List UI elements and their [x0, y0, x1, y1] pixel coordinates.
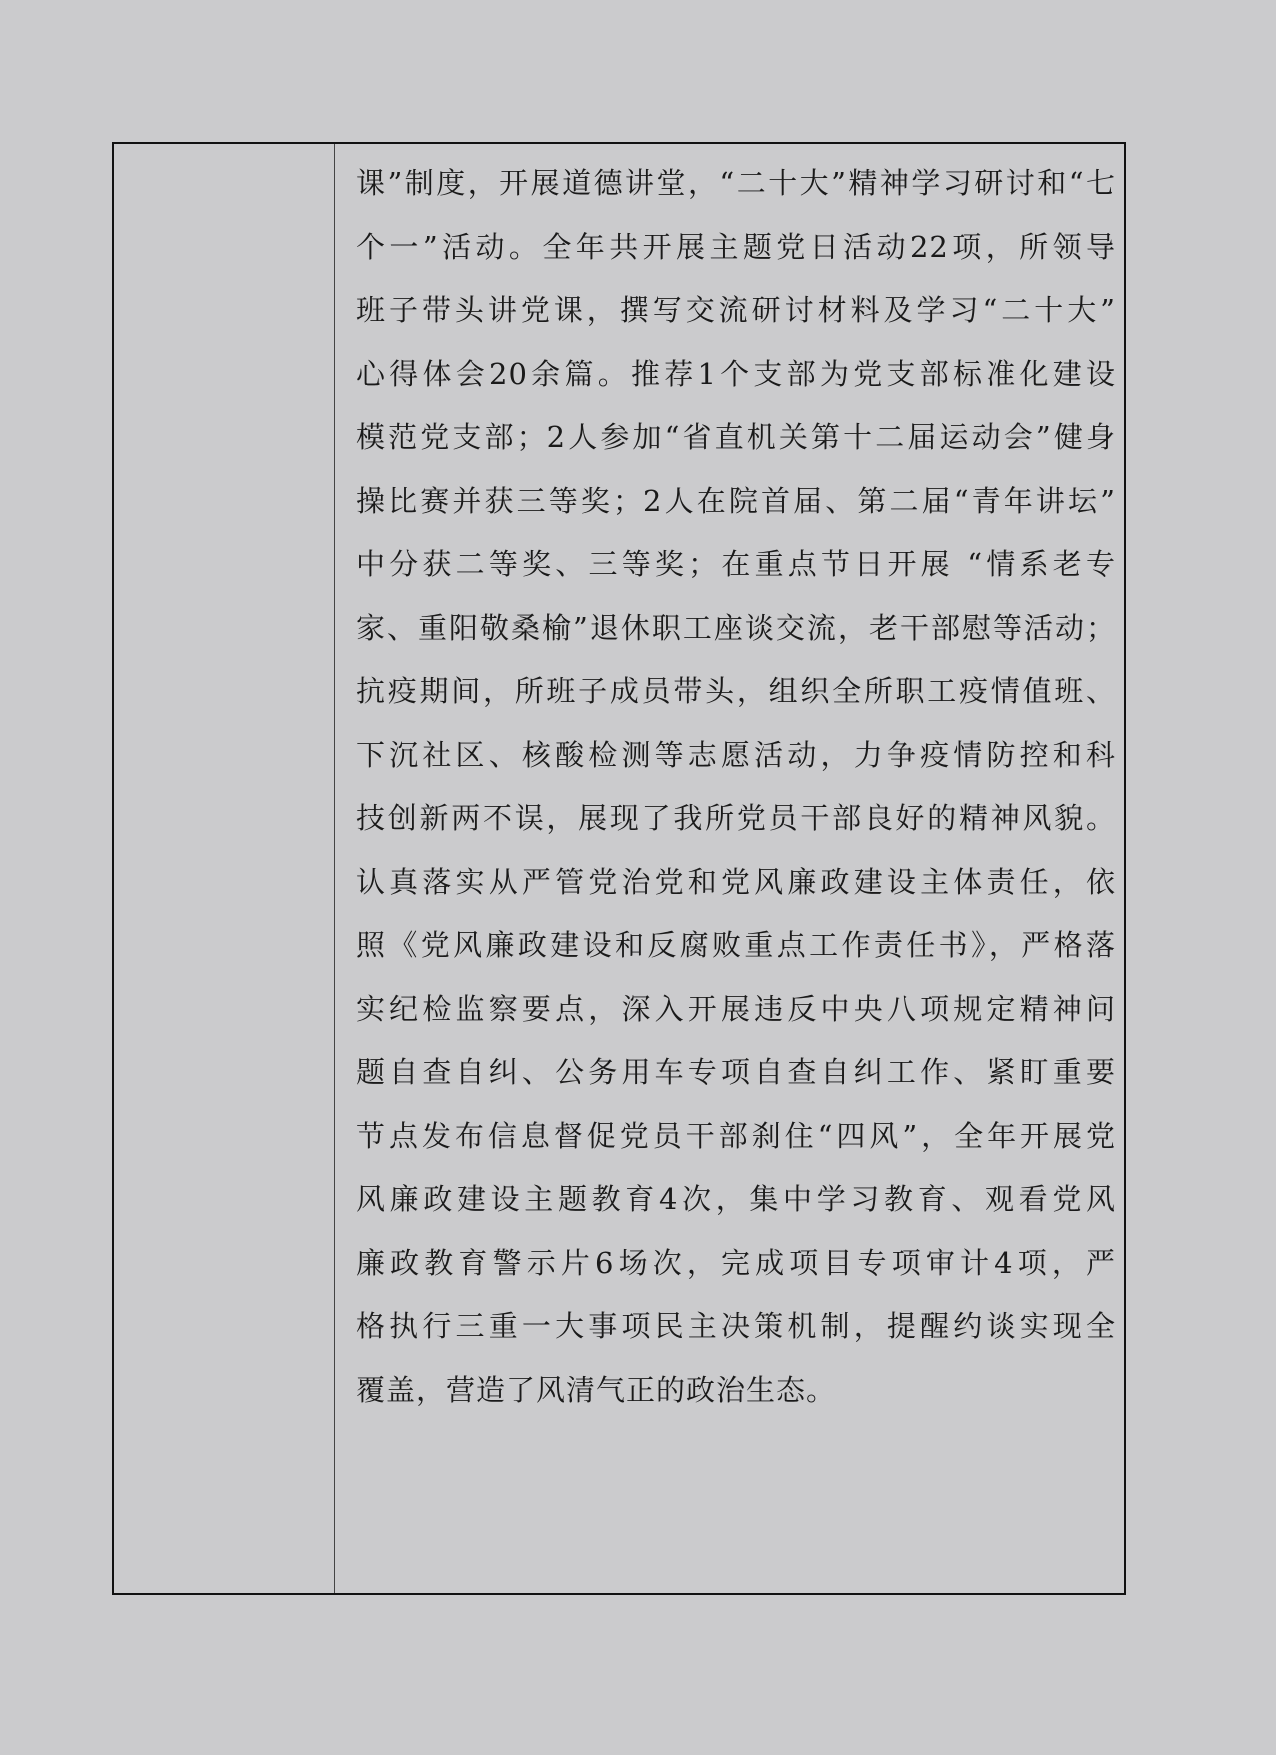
- text-line: 覆盖，营造了风清气正的政治生态。: [356, 1372, 837, 1407]
- text-line: 心得体会20余篇。推荐1个支部为党支部标准化建设: [356, 356, 1116, 391]
- text-line: 课”制度，开展道德讲堂，“二十大”精神学习研讨和“七: [356, 166, 1116, 200]
- text-line: 家、重阳敬桑榆”退休职工座谈交流，老干部慰等活动；: [356, 610, 1116, 645]
- text-line: 实纪检监察要点，深入开展违反中央八项规定精神问: [356, 991, 1116, 1026]
- content-cell: [336, 144, 1124, 1593]
- text-line: 操比赛并获三等奖；2人在院首届、第二届“青年讲坛”: [356, 483, 1116, 518]
- text-line: 认真落实从严管党治党和党风廉政建设主体责任，依: [356, 864, 1116, 899]
- text-line: 模范党支部；2人参加“省直机关第十二届运动会”健身: [356, 420, 1116, 454]
- label-cell: [114, 144, 335, 1593]
- text-line: 班子带头讲党课，撰写交流研讨材料及学习“二十大”: [356, 293, 1116, 327]
- text-line: 技创新两不误，展现了我所党员干部良好的精神风貌。: [356, 801, 1116, 835]
- body-paragraph: [356, 152, 1116, 1422]
- text-line: 抗疫期间，所班子成员带头，组织全所职工疫情值班、: [356, 674, 1116, 708]
- text-line: 中分获二等奖、三等奖；在重点节日开展 “情系老专: [356, 547, 1116, 581]
- form-table: [112, 142, 1126, 1595]
- text-line: 题自查自纠、公务用车专项自查自纠工作、紧盯重要: [356, 1055, 1116, 1089]
- text-line: 照《党风廉政建设和反腐败重点工作责任书》，严格落: [356, 928, 1116, 962]
- text-line: 格执行三重一大事项民主决策机制，提醒约谈实现全: [356, 1309, 1116, 1343]
- text-line: 风廉政建设主题教育4次，集中学习教育、观看党风: [356, 1182, 1116, 1216]
- text-line: 下沉社区、核酸检测等志愿活动，力争疫情防控和科: [356, 737, 1116, 772]
- text-line: 节点发布信息督促党员干部刹住“四风”，全年开展党: [356, 1118, 1116, 1153]
- text-line: 个一”活动。全年共开展主题党日活动22项，所领导: [356, 229, 1116, 264]
- text-line: 廉政教育警示片6场次，完成项目专项审计4项，严: [356, 1245, 1116, 1280]
